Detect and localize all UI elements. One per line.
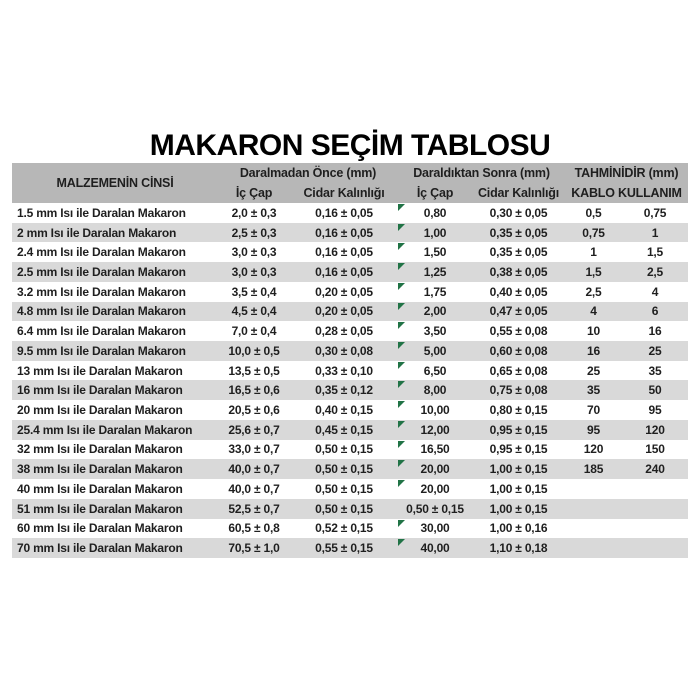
after-wall-thickness-cell [472, 302, 565, 322]
material-label: 16 mm Isı ile Daralan Makaron [17, 383, 183, 398]
cable-min-value: 95 [587, 422, 600, 437]
before-inner-diameter-cell [218, 420, 290, 440]
cable-min-cell [565, 262, 622, 282]
after-wall-thickness-cell [472, 223, 565, 243]
after-wall-thickness-value: 0,55 ± 0,08 [489, 324, 548, 339]
after-inner-diameter-cell [398, 380, 472, 400]
cable-min-cell [565, 242, 622, 262]
before-inner-diameter-value: 13,5 ± 0,5 [228, 363, 280, 378]
before-wall-thickness-value: 0,50 ± 0,15 [315, 481, 373, 496]
cell-flag-triangle-icon [398, 421, 405, 428]
material-cell [12, 302, 218, 322]
table-row [12, 203, 688, 223]
cable-max-cell [622, 203, 688, 223]
before-inner-diameter-cell [218, 262, 290, 282]
before-inner-diameter-value: 40,0 ± 0,7 [228, 462, 280, 477]
table-row [12, 262, 688, 282]
cable-min-value: 70 [587, 403, 600, 418]
before-wall-thickness-value: 0,33 ± 0,10 [315, 363, 373, 378]
before-wall-thickness-value: 0,30 ± 0,08 [315, 343, 373, 358]
after-inner-diameter-cell [398, 203, 472, 223]
after-wall-thickness-value: 0,47 ± 0,05 [489, 304, 548, 319]
after-wall-thickness-cell [472, 321, 565, 341]
after-wall-thickness-value: 0,38 ± 0,05 [489, 265, 548, 280]
after-inner-diameter-cell [398, 242, 472, 262]
before-wall-thickness-cell [290, 519, 398, 539]
before-inner-diameter-value: 10,0 ± 0,5 [228, 343, 280, 358]
before-wall-thickness-cell [290, 479, 398, 499]
before-wall-thickness-value: 0,35 ± 0,12 [315, 383, 373, 398]
material-cell [12, 420, 218, 440]
before-wall-thickness-value: 0,45 ± 0,15 [315, 422, 373, 437]
after-wall-thickness-value: 0,80 ± 0,15 [489, 403, 548, 418]
cable-max-cell [622, 223, 688, 243]
after-wall-thickness-cell [472, 341, 565, 361]
after-wall-thickness-value: 1,00 ± 0,15 [489, 501, 548, 516]
after-inner-diameter-value: 3,50 [423, 324, 447, 339]
material-cell [12, 380, 218, 400]
after-wall-thickness-value: 0,40 ± 0,05 [489, 284, 548, 299]
cable-max-value: 95 [648, 403, 662, 418]
cable-max-cell [622, 262, 688, 282]
cell-flag-triangle-icon [398, 342, 405, 349]
after-inner-diameter-cell [398, 282, 472, 302]
after-wall-thickness-cell [472, 380, 565, 400]
cell-flag-triangle-icon [398, 539, 405, 546]
cable-min-value: 1,5 [585, 265, 602, 280]
after-wall-thickness-value: 0,60 ± 0,08 [489, 343, 548, 358]
cell-flag-triangle-icon [398, 283, 405, 290]
before-wall-thickness-value: 0,20 ± 0,05 [315, 284, 373, 299]
before-inner-diameter-cell [218, 282, 290, 302]
cable-max-value: 0,75 [643, 205, 667, 220]
before-inner-diameter-value: 52,5 ± 0,7 [228, 501, 280, 516]
before-inner-diameter-cell [218, 538, 290, 558]
cable-min-value: 10 [587, 324, 600, 339]
cable-min-cell [565, 341, 622, 361]
after-wall-thickness-value: 0,95 ± 0,15 [489, 442, 548, 457]
header-wall-thickness-before: Cidar Kalınlığı [303, 186, 385, 200]
table-row [12, 459, 688, 479]
material-label: 32 mm Isı ile Daralan Makaron [17, 442, 183, 457]
after-inner-diameter-value: 20,00 [420, 481, 450, 496]
after-inner-diameter-cell [398, 479, 472, 499]
cable-max-cell [622, 321, 688, 341]
cable-max-value: 240 [645, 462, 665, 477]
before-inner-diameter-cell [218, 203, 290, 223]
before-inner-diameter-value: 2,0 ± 0,3 [231, 205, 277, 220]
after-inner-diameter-value: 20,00 [420, 462, 450, 477]
table-row [12, 223, 688, 243]
cable-max-value: 120 [645, 422, 665, 437]
table-row [12, 282, 688, 302]
before-inner-diameter-cell [218, 223, 290, 243]
cable-min-cell [565, 538, 622, 558]
before-inner-diameter-value: 2,5 ± 0,3 [231, 225, 277, 240]
header-group-cable-estimate [565, 163, 688, 203]
before-wall-thickness-cell [290, 440, 398, 460]
after-wall-thickness-cell [472, 519, 565, 539]
material-cell [12, 400, 218, 420]
material-label: 2.5 mm Isı ile Daralan Makaron [17, 265, 186, 280]
material-cell [12, 361, 218, 381]
material-cell [12, 499, 218, 519]
before-wall-thickness-value: 0,55 ± 0,15 [315, 541, 373, 556]
after-wall-thickness-cell [472, 242, 565, 262]
after-inner-diameter-cell [398, 262, 472, 282]
before-wall-thickness-cell [290, 341, 398, 361]
cable-min-cell [565, 282, 622, 302]
table-row [12, 499, 688, 519]
cable-min-cell [565, 361, 622, 381]
table-row [12, 479, 688, 499]
after-inner-diameter-cell [398, 341, 472, 361]
before-wall-thickness-cell [290, 499, 398, 519]
cable-min-cell [565, 459, 622, 479]
cable-min-value: 35 [587, 383, 600, 398]
after-wall-thickness-value: 1,10 ± 0,18 [489, 541, 548, 556]
material-label: 13 mm Isı ile Daralan Makaron [17, 363, 183, 378]
cell-flag-triangle-icon [398, 243, 405, 250]
cell-flag-triangle-icon [398, 460, 405, 467]
before-wall-thickness-cell [290, 203, 398, 223]
after-inner-diameter-value: 8,00 [423, 383, 447, 398]
after-inner-diameter-value: 1,00 [423, 225, 447, 240]
before-inner-diameter-cell [218, 479, 290, 499]
cable-min-cell [565, 223, 622, 243]
cable-min-cell [565, 519, 622, 539]
after-wall-thickness-cell [472, 499, 565, 519]
cable-max-cell [622, 302, 688, 322]
after-inner-diameter-cell [398, 499, 472, 519]
cable-max-value: 2,5 [646, 265, 664, 280]
cable-max-cell [622, 420, 688, 440]
before-wall-thickness-cell [290, 302, 398, 322]
cable-max-cell [622, 519, 688, 539]
after-inner-diameter-cell [398, 361, 472, 381]
cable-min-value: 120 [583, 442, 604, 457]
before-wall-thickness-value: 0,28 ± 0,05 [315, 324, 373, 339]
header-after-shrink-label: Daraldıktan Sonra (mm) [413, 166, 550, 180]
material-label: 20 mm Isı ile Daralan Makaron [17, 403, 183, 418]
material-label: 2.4 mm Isı ile Daralan Makaron [17, 245, 186, 260]
cable-max-cell [622, 361, 688, 381]
before-wall-thickness-cell [290, 361, 398, 381]
before-inner-diameter-cell [218, 400, 290, 420]
cable-min-value: 1 [590, 245, 597, 260]
cable-max-value: 16 [648, 324, 662, 339]
cell-flag-triangle-icon [398, 263, 405, 270]
before-wall-thickness-value: 0,52 ± 0,15 [315, 521, 373, 536]
header-before-shrink-label: Daralmadan Önce (mm) [239, 166, 377, 180]
before-wall-thickness-cell [290, 262, 398, 282]
cable-max-cell [622, 459, 688, 479]
cable-min-cell [565, 321, 622, 341]
cable-min-cell [565, 420, 622, 440]
table-row [12, 400, 688, 420]
before-wall-thickness-cell [290, 321, 398, 341]
cable-max-cell [622, 499, 688, 519]
cell-flag-triangle-icon [398, 322, 405, 329]
table-row [12, 420, 688, 440]
cable-max-value: 150 [645, 442, 665, 457]
cable-max-cell [622, 538, 688, 558]
after-wall-thickness-cell [472, 203, 565, 223]
cable-max-value: 50 [648, 383, 662, 398]
before-wall-thickness-value: 0,16 ± 0,05 [315, 205, 373, 220]
material-label: 4.8 mm Isı ile Daralan Makaron [17, 304, 186, 319]
before-inner-diameter-value: 60,5 ± 0,8 [228, 521, 280, 536]
table-row [12, 302, 688, 322]
after-inner-diameter-cell [398, 440, 472, 460]
table-row [12, 440, 688, 460]
after-inner-diameter-value: 0,50 ± 0,15 [406, 501, 464, 516]
header-estimate-label: TAHMİNİDİR (mm) [574, 166, 679, 180]
before-inner-diameter-value: 3,0 ± 0,3 [231, 245, 277, 260]
after-wall-thickness-cell [472, 400, 565, 420]
cable-min-value: 185 [583, 462, 604, 477]
before-inner-diameter-cell [218, 519, 290, 539]
before-wall-thickness-cell [290, 242, 398, 262]
cable-max-cell [622, 440, 688, 460]
material-label: 60 mm Isı ile Daralan Makaron [17, 521, 183, 536]
before-wall-thickness-cell [290, 223, 398, 243]
before-inner-diameter-cell [218, 459, 290, 479]
cable-min-cell [565, 400, 622, 420]
cable-max-cell [622, 479, 688, 499]
cable-min-value: 25 [587, 363, 600, 378]
cable-max-value: 25 [648, 343, 662, 358]
after-wall-thickness-value: 0,95 ± 0,15 [489, 422, 548, 437]
material-cell [12, 262, 218, 282]
before-wall-thickness-value: 0,16 ± 0,05 [315, 265, 373, 280]
table-row [12, 380, 688, 400]
cell-flag-triangle-icon [398, 303, 405, 310]
after-wall-thickness-value: 1,00 ± 0,15 [489, 481, 548, 496]
after-inner-diameter-value: 1,25 [423, 265, 447, 280]
after-inner-diameter-cell [398, 302, 472, 322]
cable-min-cell [565, 203, 622, 223]
before-inner-diameter-value: 33,0 ± 0,7 [228, 442, 280, 457]
before-inner-diameter-value: 3,5 ± 0,4 [231, 284, 277, 299]
before-inner-diameter-value: 40,0 ± 0,7 [228, 481, 280, 496]
after-inner-diameter-cell [398, 459, 472, 479]
after-inner-diameter-cell [398, 519, 472, 539]
before-inner-diameter-value: 7,0 ± 0,4 [231, 324, 277, 339]
material-label: 51 mm Isı ile Daralan Makaron [17, 501, 183, 516]
cell-flag-triangle-icon [398, 381, 405, 388]
after-inner-diameter-value: 5,00 [423, 343, 447, 358]
material-cell [12, 223, 218, 243]
cable-max-cell [622, 341, 688, 361]
cell-flag-triangle-icon [398, 362, 405, 369]
after-wall-thickness-value: 0,30 ± 0,05 [489, 205, 548, 220]
after-inner-diameter-value: 12,00 [420, 422, 450, 437]
before-wall-thickness-cell [290, 459, 398, 479]
after-wall-thickness-cell [472, 420, 565, 440]
material-label: 38 mm Isı ile Daralan Makaron [17, 462, 183, 477]
before-inner-diameter-cell [218, 242, 290, 262]
table-row [12, 519, 688, 539]
table-row [12, 361, 688, 381]
header-wall-thickness-after: Cidar Kalınlığı [477, 186, 560, 200]
after-inner-diameter-value: 0,80 [423, 205, 447, 220]
after-wall-thickness-value: 0,35 ± 0,05 [489, 225, 548, 240]
cable-max-cell [622, 400, 688, 420]
cable-max-value: 1 [651, 225, 659, 240]
before-inner-diameter-cell [218, 302, 290, 322]
after-wall-thickness-value: 0,75 ± 0,08 [489, 383, 548, 398]
before-inner-diameter-cell [218, 499, 290, 519]
cable-max-value: 4 [651, 284, 659, 299]
material-label: 9.5 mm Isı ile Daralan Makaron [17, 343, 186, 358]
after-wall-thickness-cell [472, 479, 565, 499]
after-inner-diameter-cell [398, 321, 472, 341]
before-wall-thickness-value: 0,50 ± 0,15 [315, 462, 373, 477]
cell-flag-triangle-icon [398, 204, 405, 211]
material-cell [12, 282, 218, 302]
before-wall-thickness-cell [290, 400, 398, 420]
before-inner-diameter-cell [218, 380, 290, 400]
material-label: 25.4 mm Isı ile Daralan Makaron [17, 422, 193, 437]
after-inner-diameter-cell [398, 538, 472, 558]
before-wall-thickness-cell [290, 380, 398, 400]
material-label: 6.4 mm Isı ile Daralan Makaron [17, 324, 186, 339]
before-inner-diameter-value: 20,5 ± 0,6 [228, 403, 280, 418]
table-row [12, 242, 688, 262]
cable-max-cell [622, 282, 688, 302]
after-wall-thickness-cell [472, 262, 565, 282]
cell-flag-triangle-icon [398, 441, 405, 448]
cable-min-cell [565, 302, 622, 322]
after-inner-diameter-value: 1,50 [423, 245, 447, 260]
before-inner-diameter-cell [218, 361, 290, 381]
after-inner-diameter-cell [398, 400, 472, 420]
material-label: 40 mm Isı ile Daralan Makaron [17, 481, 183, 496]
cable-max-value: 35 [648, 363, 662, 378]
header-inner-diameter-after: İç Çap [416, 186, 454, 200]
after-inner-diameter-value: 6,50 [423, 363, 447, 378]
before-inner-diameter-cell [218, 440, 290, 460]
before-inner-diameter-value: 70,5 ± 1,0 [228, 541, 280, 556]
material-cell [12, 440, 218, 460]
cable-min-cell [565, 440, 622, 460]
before-inner-diameter-value: 4,5 ± 0,4 [231, 304, 277, 319]
header-group-before-shrink [218, 163, 398, 203]
cable-max-value: 6 [651, 304, 659, 319]
before-inner-diameter-value: 25,6 ± 0,7 [228, 422, 280, 437]
material-cell [12, 242, 218, 262]
after-wall-thickness-cell [472, 282, 565, 302]
material-cell [12, 519, 218, 539]
before-inner-diameter-value: 16,5 ± 0,6 [228, 383, 280, 398]
material-label: 70 mm Isı ile Daralan Makaron [17, 541, 183, 556]
after-inner-diameter-value: 10,00 [420, 403, 450, 418]
before-wall-thickness-value: 0,50 ± 0,15 [315, 501, 373, 516]
before-inner-diameter-value: 3,0 ± 0,3 [231, 265, 277, 280]
before-wall-thickness-cell [290, 420, 398, 440]
cell-flag-triangle-icon [398, 224, 405, 231]
before-wall-thickness-value: 0,16 ± 0,05 [315, 245, 373, 260]
cable-max-value: 1,5 [646, 245, 664, 260]
before-wall-thickness-value: 0,50 ± 0,15 [315, 442, 373, 457]
material-label: 3.2 mm Isı ile Daralan Makaron [17, 284, 186, 299]
after-wall-thickness-cell [472, 361, 565, 381]
before-wall-thickness-value: 0,20 ± 0,05 [315, 304, 373, 319]
after-wall-thickness-value: 1,00 ± 0,16 [489, 521, 548, 536]
after-inner-diameter-cell [398, 420, 472, 440]
cable-min-value: 0,5 [585, 205, 602, 220]
cable-max-cell [622, 242, 688, 262]
after-inner-diameter-value: 2,00 [423, 304, 447, 319]
after-wall-thickness-cell [472, 538, 565, 558]
header-material: MALZEMENİN CİNSİ [56, 176, 174, 190]
table-row [12, 321, 688, 341]
before-wall-thickness-value: 0,40 ± 0,15 [315, 403, 373, 418]
material-cell [12, 538, 218, 558]
cell-flag-triangle-icon [398, 520, 405, 527]
before-inner-diameter-cell [218, 341, 290, 361]
after-inner-diameter-cell [398, 223, 472, 243]
table-row [12, 341, 688, 361]
cable-min-value: 4 [590, 304, 597, 319]
after-wall-thickness-cell [472, 459, 565, 479]
after-inner-diameter-value: 40,00 [420, 541, 450, 556]
cable-min-cell [565, 499, 622, 519]
after-inner-diameter-value: 30,00 [420, 521, 450, 536]
after-wall-thickness-value: 0,35 ± 0,05 [489, 245, 548, 260]
cable-min-cell [565, 479, 622, 499]
material-cell [12, 341, 218, 361]
before-inner-diameter-cell [218, 321, 290, 341]
cell-flag-triangle-icon [398, 480, 405, 487]
cell-flag-triangle-icon [398, 401, 405, 408]
cable-min-cell [565, 380, 622, 400]
page-title: MAKARON SEÇİM TABLOSU [149, 129, 551, 162]
after-inner-diameter-value: 16,50 [420, 442, 450, 457]
cable-min-value: 2,5 [585, 284, 602, 299]
after-wall-thickness-cell [472, 440, 565, 460]
table-row [12, 538, 688, 558]
material-label: 2 mm Isı ile Daralan Makaron [17, 225, 177, 240]
material-cell [12, 321, 218, 341]
header-group-after-shrink [398, 163, 565, 203]
material-cell [12, 203, 218, 223]
after-inner-diameter-value: 1,75 [423, 284, 447, 299]
table-header [12, 163, 688, 203]
cable-max-cell [622, 380, 688, 400]
cable-min-value: 0,75 [582, 225, 605, 240]
before-wall-thickness-cell [290, 538, 398, 558]
after-wall-thickness-value: 0,65 ± 0,08 [489, 363, 548, 378]
cable-min-value: 16 [587, 343, 600, 358]
material-cell [12, 459, 218, 479]
before-wall-thickness-value: 0,16 ± 0,05 [315, 225, 373, 240]
header-cable-usage-label: KABLO KULLANIM [571, 186, 682, 200]
selection-table [12, 163, 688, 558]
after-wall-thickness-value: 1,00 ± 0,15 [489, 462, 548, 477]
material-label: 1.5 mm Isı ile Daralan Makaron [17, 205, 186, 220]
material-cell [12, 479, 218, 499]
header-inner-diameter-before: İç Çap [235, 186, 273, 200]
before-wall-thickness-cell [290, 282, 398, 302]
table-body [12, 203, 688, 558]
